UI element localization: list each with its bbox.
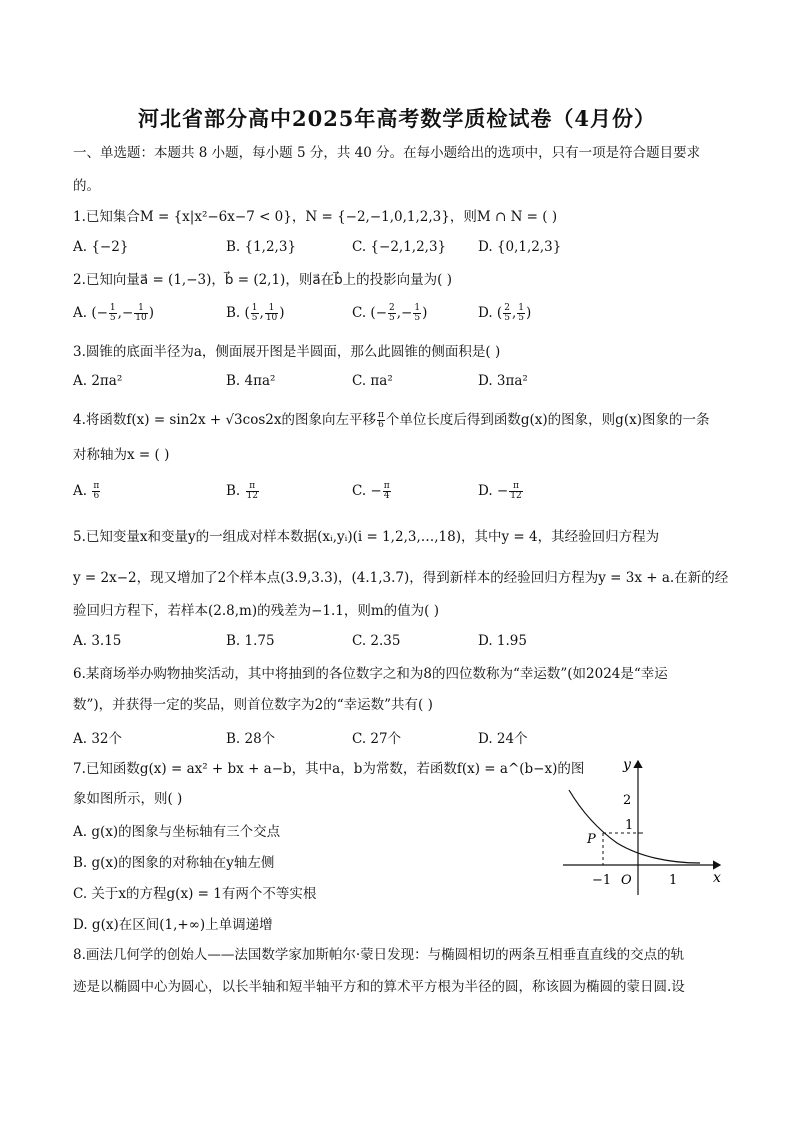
q4-a-prefix: A. bbox=[73, 483, 92, 499]
question-8-stem-cont: 迹是以椭圆中心为圆心，以长半轴和短半轴平方和的算术平方根为半径的圆，称该圆为椭圆的蒙日圆.设 bbox=[73, 979, 685, 995]
x-axis-label: x bbox=[713, 870, 721, 886]
q5-option-a[interactable]: A. 3.15 bbox=[73, 633, 122, 649]
q4-option-c[interactable] bbox=[352, 482, 392, 501]
q2-c-sign2: − bbox=[401, 305, 413, 321]
question-5-stem-cont: y = 2x−2，现又增加了2个样本点(3.9,3.3)，(4.1,3.7)，得到新样本的经验回归方程为y = 3x + a.在新的经 bbox=[73, 570, 729, 586]
q2-c-sign1: − bbox=[375, 305, 388, 321]
q7-function-graph bbox=[555, 755, 730, 905]
fraction: $\frac{1}{5}$ bbox=[251, 303, 258, 323]
q2-option-d[interactable]: D. ( $\frac{2}{5}$ , $\frac{1}{5}$ ) bbox=[478, 303, 532, 323]
section-instructions-cont: 的。 bbox=[73, 178, 100, 194]
q2-option-b[interactable]: B. ( $\frac{1}{5}$ , $\frac{1}{10}$ ) bbox=[226, 303, 285, 323]
question-8-stem: 8.画法几何学的创始人——法国数学家加斯帕尔·蒙日发现：与椭圆相切的两条互相垂直直线的交点的轨 bbox=[73, 947, 685, 963]
question-7-stem: 7.已知函数g(x) = ax² + bx + a−b，其中a，b为常数，若函数f(x) = a^(b−x)的图 bbox=[73, 761, 585, 777]
q2-a-sign2: − bbox=[121, 305, 134, 321]
origin-label: O bbox=[621, 873, 632, 888]
question-4-stem bbox=[73, 410, 709, 430]
q3-option-c[interactable]: C. πa² bbox=[352, 373, 393, 389]
fraction: $\frac{\pi}{6}$ bbox=[377, 410, 384, 430]
fraction: $\frac{1}{5}$ bbox=[518, 303, 524, 323]
fraction: $\frac{2}{5}$ bbox=[504, 303, 510, 323]
q2-option-c[interactable]: C. (− $\frac{2}{5}$ ,− $\frac{1}{5}$ ) bbox=[352, 303, 428, 323]
fraction: $\frac{\pi}{4}$ bbox=[383, 481, 390, 501]
q2-d-prefix: D. ( bbox=[478, 305, 503, 321]
q3-option-b[interactable]: B. 4πa² bbox=[226, 373, 276, 389]
tick-1x: 1 bbox=[669, 873, 678, 888]
q2-b-prefix: B. ( bbox=[226, 305, 250, 321]
tick-1y: 1 bbox=[625, 818, 634, 833]
q4-c-prefix: C. − bbox=[352, 483, 382, 499]
question-4-stem-cont: 对称轴为x = ( ) bbox=[73, 447, 170, 463]
fraction: $\frac{1}{5}$ bbox=[109, 303, 116, 323]
question-5-stem-cont2: 验回归方程下，若样本(2.8,m)的残差为−1.1，则m的值为( ) bbox=[73, 603, 440, 619]
q4-d-prefix: D. − bbox=[478, 483, 509, 499]
q6-option-c[interactable]: C. 27个 bbox=[352, 731, 402, 747]
fraction: $\frac{1}{10}$ bbox=[265, 303, 278, 323]
fraction: $\frac{1}{5}$ bbox=[414, 303, 421, 323]
q4-b-prefix: B. bbox=[226, 483, 245, 499]
q2-a-prefix: A. ( bbox=[73, 305, 97, 321]
q7-option-a[interactable]: A. g(x)的图象与坐标轴有三个交点 bbox=[73, 824, 281, 840]
question-6-stem: 6.某商场举办购物抽奖活动，其中将抽到的各位数字之和为8的四位数称为“幸运数”(如2024是“幸运 bbox=[73, 666, 668, 682]
q5-option-c[interactable]: C. 2.35 bbox=[352, 633, 401, 649]
q4-stem-post: 个单位长度后得到函数g(x)的图象，则g(x)图象的一条 bbox=[385, 412, 710, 428]
q1-option-c[interactable]: C. {−2,1,2,3} bbox=[352, 239, 447, 255]
tick-2: 2 bbox=[623, 793, 632, 808]
page-title: 河北省部分高中2025年高考数学质检试卷（4月份） bbox=[137, 106, 657, 131]
question-3-stem: 3.圆锥的底面半径为a，侧面展开图是半圆面，那么此圆锥的侧面积是( ) bbox=[73, 344, 501, 360]
tick-neg1: −1 bbox=[592, 873, 612, 888]
q7-option-b[interactable]: B. g(x)的图象的对称轴在y轴左侧 bbox=[73, 855, 275, 871]
question-1-stem: 1.已知集合M = {x|x²−6x−7 < 0}，N = {−2,−1,0,1,2,3}，则M ∩ N = ( ) bbox=[73, 209, 558, 225]
q6-option-b[interactable]: B. 28个 bbox=[226, 731, 276, 747]
section-instructions: 一、单选题：本题共 8 小题，每小题 5 分，共 40 分。在每小题给出的选项中，只有一项是符合题目要求 bbox=[73, 145, 701, 161]
q1-option-b[interactable]: B. {1,2,3} bbox=[226, 239, 297, 255]
question-6-stem-cont: 数”)，并获得一定的奖品，则首位数字为2的“幸运数”共有( ) bbox=[73, 697, 433, 713]
q5-option-b[interactable]: B. 1.75 bbox=[226, 633, 275, 649]
q4-option-d[interactable] bbox=[478, 482, 524, 501]
q4-stem-pre: 4.将函数f(x) = sin2x + √3cos2x的图象向左平移 bbox=[73, 412, 376, 428]
q7-option-c[interactable]: C. 关于x的方程g(x) = 1有两个不等实根 bbox=[73, 886, 317, 902]
q2-option-a[interactable]: A. (− $\frac{1}{5}$ ,− $\frac{1}{10}$ ) bbox=[73, 303, 154, 323]
q2-c-prefix: C. ( bbox=[352, 305, 376, 321]
q4-option-b[interactable] bbox=[226, 482, 260, 501]
question-2-stem: 2.已知向量a⃗ = (1,−3)，b⃗ = (2,1)，则a⃗在b⃗上的投影向量为( ) bbox=[73, 272, 452, 288]
fraction: $\frac{1}{10}$ bbox=[135, 303, 147, 323]
q3-option-a[interactable]: A. 2πa² bbox=[73, 373, 123, 389]
y-axis-label: y bbox=[623, 757, 631, 773]
fraction: $\frac{2}{5}$ bbox=[389, 303, 395, 323]
q1-option-d[interactable]: D. {0,1,2,3} bbox=[478, 239, 562, 255]
fraction: $\frac{\pi}{12}$ bbox=[246, 481, 258, 501]
q3-option-d[interactable]: D. 3πa² bbox=[478, 373, 528, 389]
fraction: $\frac{\pi}{6}$ bbox=[93, 481, 100, 501]
point-label: P bbox=[587, 832, 596, 847]
question-5-stem: 5.已知变量x和变量y的一组成对样本数据(xᵢ,yᵢ)(i = 1,2,3,…,18)，其中y = 4，其经验回归方程为 bbox=[73, 529, 660, 545]
q7-option-d[interactable]: D. g(x)在区间(1,+∞)上单调递增 bbox=[73, 917, 273, 933]
q4-option-a[interactable] bbox=[73, 482, 101, 501]
q5-option-d[interactable]: D. 1.95 bbox=[478, 633, 527, 649]
q6-option-a[interactable]: A. 32个 bbox=[73, 731, 123, 747]
q6-option-d[interactable]: D. 24个 bbox=[478, 731, 528, 747]
q1-option-a[interactable]: A. {−2} bbox=[73, 239, 129, 255]
fraction: $\frac{\pi}{12}$ bbox=[510, 481, 522, 501]
question-7-stem-cont: 象如图所示，则( ) bbox=[73, 791, 183, 807]
q2-a-sign1: − bbox=[96, 305, 108, 321]
curve bbox=[569, 790, 700, 863]
